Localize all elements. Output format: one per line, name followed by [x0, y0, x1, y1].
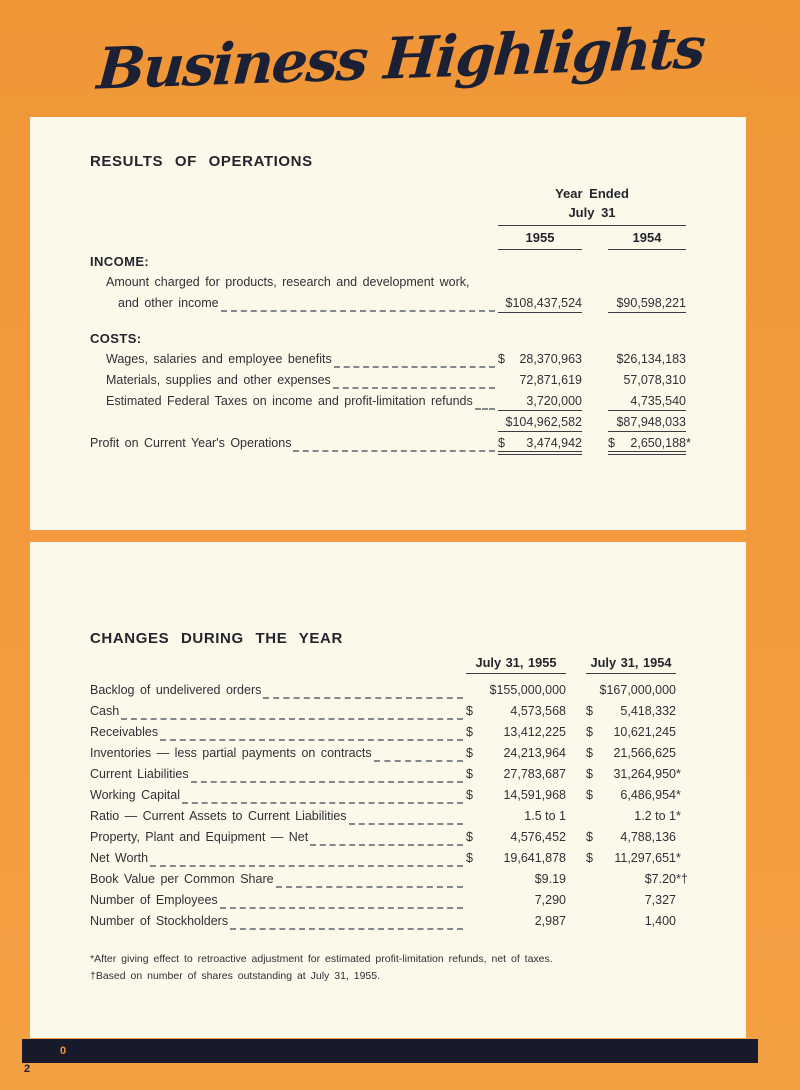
value-1954: 4,735,540 [608, 394, 686, 411]
dash-leader [293, 450, 495, 452]
total-1954: $87,948,033 [608, 415, 686, 432]
table-row: Ratio — Current Assets to Current Liabilities 1.5 to 1 1.2 to 1 * [90, 809, 681, 823]
value-1955: $108,437,524 [498, 296, 582, 313]
value-1955: $ 4,576,452 [466, 830, 566, 844]
income-row: and other income $108,437,524 $90,598,221 [90, 296, 686, 317]
value-1954: $ 11,297,651 * [586, 851, 681, 865]
totals-row [90, 415, 686, 436]
page-header [0, 2, 800, 114]
value-1954: $7.20 *† [644, 872, 688, 886]
value-1954: $ 6,486,954 * [586, 788, 681, 802]
dash-leader [150, 865, 463, 867]
value-1954: $ 21,566,625 [586, 746, 676, 760]
section-title-results: RESULTS OF OPERATIONS [90, 153, 313, 170]
table-row: Working Capital $ 14,591,968 $ 6,486,954 * [90, 788, 681, 802]
value-1954: 1.2 to 1 * [634, 809, 681, 823]
value-1955: $ 13,412,225 [466, 725, 566, 739]
value-1954: 1,400 [644, 914, 676, 928]
table-row: Book Value per Common Share $9.19 $7.20 *† [90, 872, 688, 886]
footer-mark: 0 [60, 1045, 67, 1057]
table-row: Materials, supplies and other expenses 72,871,619 57,078,310 [106, 373, 686, 387]
value-1954: $26,134,183 [616, 352, 686, 366]
total-1955: $104,962,582 [498, 415, 582, 432]
footnotes [90, 951, 676, 985]
dash-leader [160, 739, 463, 741]
column-header-1955: 1955 [498, 227, 582, 250]
value-1955: $ 4,573,568 [466, 704, 566, 718]
column-header-1954: 1954 [608, 227, 686, 250]
table-row: Receivables $ 13,412,225 $ 10,621,245 [90, 725, 676, 739]
dash-leader [191, 781, 463, 783]
value-1955: 72,871,619 [519, 373, 582, 387]
value-1954: $ 10,621,245 [586, 725, 676, 739]
value-1955: 1.5 to 1 [524, 809, 566, 823]
value-1955: $ 27,783,687 [466, 767, 566, 781]
table-row: Backlog of undelivered orders $155,000,000 $167,000,000 [90, 683, 676, 697]
costs-label: COSTS: [90, 331, 142, 346]
dash-leader [374, 760, 463, 762]
value-1954: $ 31,264,950 * [586, 767, 681, 781]
dash-leader [220, 907, 463, 909]
footnote-asterisk: *After giving effect to retroactive adjustment for estimated profit-limitation refunds, net of taxes. [90, 953, 553, 965]
footer-bar [22, 1039, 758, 1063]
value-1954: $90,598,221 [608, 296, 686, 313]
column-header-july-31-1955: July 31, 1955 [466, 655, 566, 674]
table-row: Inventories — less partial payments on contracts $ 24,213,964 $ 21,566,625 [90, 746, 676, 760]
section-title-changes: CHANGES DURING THE YEAR [90, 630, 343, 647]
dash-leader [310, 844, 463, 846]
value-1954: $ 4,788,136 [586, 830, 676, 844]
dash-leader [221, 310, 495, 312]
value-1955: $ 28,370,963 [498, 352, 582, 366]
profit-row: Profit on Current Year's Operations $ 3,474,942 $ 2,650,188 * [90, 436, 686, 457]
table-row: Cash $ 4,573,568 $ 5,418,332 [90, 704, 676, 718]
dash-leader [333, 387, 495, 389]
value-1955: $ 14,591,968 [466, 788, 566, 802]
value-1955: 3,720,000 [498, 394, 582, 411]
value-1954: 57,078,310 [623, 373, 686, 387]
value-1955: $ 3,474,942 [498, 436, 582, 455]
dash-leader [349, 823, 463, 825]
changes-during-year-panel [30, 542, 746, 1038]
header-year-ended: Year Ended [555, 186, 629, 201]
footnote-dagger: †Based on number of shares outstanding at July 31, 1955. [90, 970, 381, 982]
dash-leader [121, 718, 463, 720]
year-ended-header [498, 184, 686, 250]
value-1955: $155,000,000 [489, 683, 566, 697]
table-row: Current Liabilities $ 27,783,687 $ 31,264,950 * [90, 767, 681, 781]
dash-leader [263, 697, 463, 699]
value-1954: 7,327 [644, 893, 676, 907]
table-row: Property, Plant and Equipment — Net $ 4,576,452 $ 4,788,136 [90, 830, 676, 844]
value-1954: $167,000,000 [599, 683, 676, 697]
value-1955: 7,290 [534, 893, 566, 907]
page-title: Business Highlights [94, 13, 706, 103]
column-header-july-31-1954: July 31, 1954 [586, 655, 676, 674]
dash-leader [182, 802, 463, 804]
table-row: Number of Employees 7,290 7,327 [90, 893, 676, 907]
dash-leader [334, 366, 495, 368]
income-label: INCOME: [90, 254, 150, 269]
header-july-31: July 31 [568, 205, 616, 220]
dash-leader [475, 408, 495, 410]
page-number: 2 [24, 1063, 31, 1075]
table-row: Estimated Federal Taxes on income and profit-limitation refunds 3,720,000 4,735,540 [90, 394, 686, 415]
table-row: Wages, salaries and employee benefits $ 28,370,963 $26,134,183 [106, 352, 686, 366]
table-row: Net Worth $ 19,641,878 $ 11,297,651 * [90, 851, 681, 865]
income-row-line1: Amount charged for products, research and development work, [106, 275, 470, 289]
table-row: Number of Stockholders 2,987 1,400 [90, 914, 676, 928]
dash-leader [230, 928, 463, 930]
dash-leader [276, 886, 463, 888]
value-1955: $9.19 [534, 872, 566, 886]
value-1954: $ 2,650,188 * [608, 436, 686, 455]
value-1954: $ 5,418,332 [586, 704, 676, 718]
value-1955: $ 24,213,964 [466, 746, 566, 760]
value-1955: $ 19,641,878 [466, 851, 566, 865]
date-columns-header [90, 655, 676, 679]
value-1955: 2,987 [534, 914, 566, 928]
results-of-operations-panel [30, 117, 746, 530]
